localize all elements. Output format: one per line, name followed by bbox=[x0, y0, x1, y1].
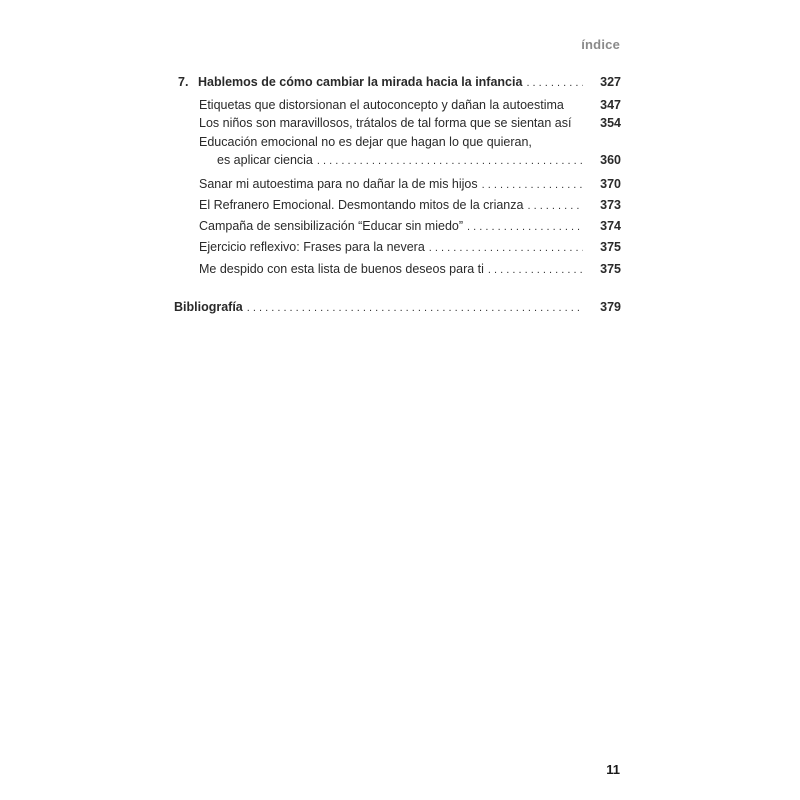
dot-leader bbox=[527, 198, 583, 214]
entry-title: Me despido con esta lista de buenos deseos para ti bbox=[199, 262, 484, 276]
dot-leader bbox=[482, 177, 583, 193]
toc-entry bbox=[199, 239, 621, 256]
entry-title: Campaña de sensibilización “Educar sin miedo” bbox=[199, 219, 464, 233]
entry-title-line2: es aplicar ciencia bbox=[217, 153, 313, 167]
entry-title: Sanar mi autoestima para no dañar la de mis hijos bbox=[199, 177, 478, 191]
page-number: 360 bbox=[600, 153, 621, 167]
page-number: 327 bbox=[600, 75, 621, 89]
page-number: 354 bbox=[600, 116, 621, 130]
chapter-heading bbox=[178, 74, 522, 90]
entry-title: Ejercicio reflexivo: Frases para la nevera bbox=[199, 240, 425, 254]
toc-entry bbox=[199, 197, 621, 214]
dot-leader bbox=[526, 75, 583, 91]
bibliography-title: Bibliografía bbox=[174, 300, 243, 314]
dot-leader bbox=[429, 240, 583, 256]
dot-leader bbox=[467, 219, 583, 235]
running-head: índice bbox=[581, 37, 620, 52]
toc-chapter-entry bbox=[178, 74, 621, 91]
chapter-number: 7. bbox=[178, 75, 189, 89]
page-number: 375 bbox=[600, 262, 621, 276]
toc-entry bbox=[199, 115, 621, 131]
entry-title-line1: Educación emocional no es dejar que hagan lo que quieran, bbox=[199, 135, 532, 149]
page-number: 379 bbox=[600, 300, 621, 314]
toc-entry bbox=[199, 218, 621, 235]
page-number: 347 bbox=[600, 98, 621, 112]
page-number: 374 bbox=[600, 219, 621, 233]
toc-entry bbox=[217, 152, 621, 169]
entry-title: Los niños son maravillosos, trátalos de tal forma que se sientan así bbox=[199, 116, 572, 130]
toc-entry bbox=[199, 261, 621, 278]
toc-bibliography-entry bbox=[174, 299, 621, 316]
toc-entry bbox=[199, 97, 621, 113]
chapter-title: Hablemos de cómo cambiar la mirada hacia la infancia bbox=[198, 75, 523, 89]
toc-entry bbox=[199, 176, 621, 193]
dot-leader bbox=[488, 262, 583, 278]
page-number: 375 bbox=[600, 240, 621, 254]
page-folio: 11 bbox=[606, 762, 620, 777]
entry-title: Etiquetas que distorsionan el autoconcepto y dañan la autoestima bbox=[199, 98, 564, 112]
dot-leader bbox=[247, 300, 583, 316]
page-number: 370 bbox=[600, 177, 621, 191]
entry-title: El Refranero Emocional. Desmontando mitos de la crianza bbox=[199, 198, 524, 212]
dot-leader bbox=[317, 153, 583, 169]
page-number: 373 bbox=[600, 198, 621, 212]
